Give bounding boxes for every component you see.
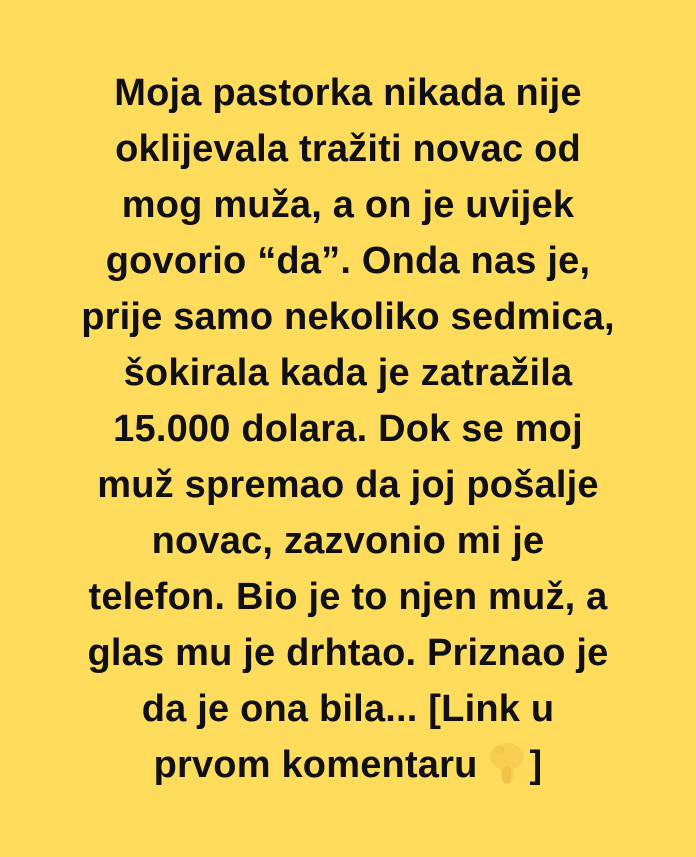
story-line: glas mu je drhtao. Priznao je xyxy=(87,631,609,674)
story-line: govorio “da”. Onda nas je, xyxy=(105,239,591,282)
story-line: šokirala kada je zatražila xyxy=(123,351,573,394)
story-line: muž spremao da joj pošalje xyxy=(97,463,599,506)
story-text xyxy=(18,65,678,793)
story-line: mog muža, a on je uvijek xyxy=(121,183,575,226)
story-line: Moja pastorka nikada nije xyxy=(114,71,582,114)
story-line-last-bracket: ] xyxy=(529,743,543,786)
story-line-last xyxy=(18,737,678,793)
story-line: prije samo nekoliko sedmica, xyxy=(81,295,615,338)
pointing-down-emoji xyxy=(486,741,528,787)
story-line: telefon. Bio je to njen muž, a xyxy=(88,575,608,618)
story-line-last-text: prvom komentaru xyxy=(153,743,478,786)
story-line: da je ona bila... [Link u xyxy=(141,687,555,730)
story-line: 15.000 dolara. Dok se moj xyxy=(113,407,583,450)
story-line: oklijevala tražiti novac od xyxy=(115,127,581,170)
story-line: novac, zazvonio mi je xyxy=(151,519,545,562)
